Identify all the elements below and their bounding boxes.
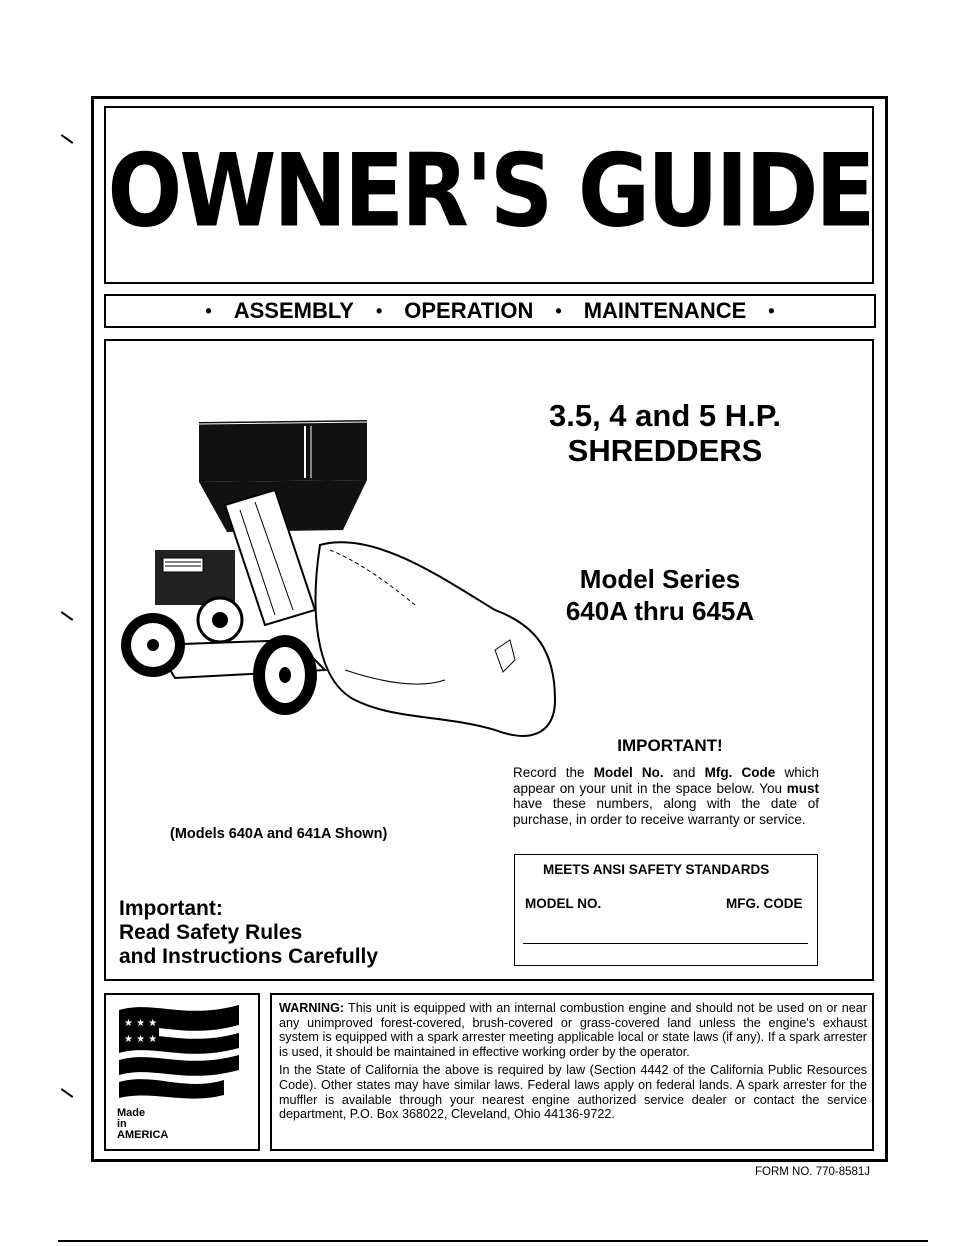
form-number: FORM NO. 770-8581J [755, 1166, 871, 1178]
important-label: Important: [119, 897, 223, 920]
warning-text [279, 1001, 867, 1126]
margin-mark [61, 1088, 74, 1098]
record-instructions [513, 765, 819, 827]
important-notice [119, 897, 378, 969]
warning-paragraph-2: In the State of California the above is required by law (Section 4442 of the California Public Resources Code). Other states may have similar laws. Federal laws apply on federal lands. A spark arrester for the muffler is available through your nearest engine authorized service dealer or contact the service department, P.O. Box 368022, Cleveland, Ohio 44136-9722. [279, 1063, 867, 1122]
record-line [523, 943, 808, 944]
model-no-label: MODEL NO. [525, 896, 602, 911]
product-heading [510, 398, 820, 468]
made-line-3: AMERICA [117, 1129, 169, 1141]
record-text: which appear on your unit in the space below. You [513, 765, 820, 796]
svg-text:★ ★ ★: ★ ★ ★ [124, 1018, 158, 1029]
warning-body: This unit is equipped with an internal combustion engine and should not be used on or near any unimproved forest-covered, brush-covered or grass-covered land unless the engine's exhaust system is equipped with a spark arrester meeting applicable local or state laws (if any). If a spark arrester is used, it should be maintained in effective working order by the operator. [279, 1001, 867, 1059]
warning-paragraph-1 [279, 1001, 867, 1059]
record-model-no: Model No. [593, 765, 664, 780]
topic-maintenance: MAINTENANCE [583, 298, 747, 323]
product-hp: 3.5, 4 and 5 H.P. [548, 398, 782, 433]
topic-operation: OPERATION [404, 298, 534, 323]
important-line-2: Read Safety Rules [119, 921, 303, 944]
bullet: • [768, 300, 775, 321]
product-type: SHREDDERS [567, 433, 763, 468]
made-line-2: in [117, 1118, 127, 1130]
model-series-label: Model Series [579, 564, 741, 594]
topics-bar [104, 294, 876, 328]
page-title: OWNER'S GUIDE [107, 130, 873, 250]
record-mfg-code: Mfg. Code [704, 765, 776, 780]
record-must: must [786, 780, 819, 796]
record-text: and [663, 765, 705, 780]
american-flag-icon [114, 1000, 244, 1110]
model-series-range: 640A thru 645A [565, 596, 755, 626]
svg-text:★ ★ ★: ★ ★ ★ [124, 1034, 158, 1045]
warning-label: WARNING: [279, 1001, 345, 1015]
important-line-3: and Instructions Carefully [119, 945, 379, 968]
topic-assembly: ASSEMBLY [233, 298, 354, 323]
shredder-illustration [115, 410, 565, 750]
illustration-caption: (Models 640A and 641A Shown) [170, 826, 388, 842]
record-text: have these numbers, along with the date of purchase, in order to receive warranty or service. [513, 796, 819, 827]
model-series-heading [520, 563, 800, 627]
important-heading: IMPORTANT! [617, 736, 723, 755]
made-line-1: Made [117, 1107, 146, 1119]
bullet: • [205, 300, 212, 321]
margin-mark [61, 134, 74, 144]
mfg-code-label: MFG. CODE [726, 896, 803, 911]
made-in-america [117, 1108, 168, 1141]
page-bottom-rule [58, 1240, 928, 1242]
margin-mark [61, 611, 74, 621]
record-text: Record the [513, 765, 594, 780]
ansi-title: MEETS ANSI SAFETY STANDARDS [543, 862, 770, 877]
bullet: • [375, 300, 383, 321]
bullet: • [555, 300, 562, 321]
